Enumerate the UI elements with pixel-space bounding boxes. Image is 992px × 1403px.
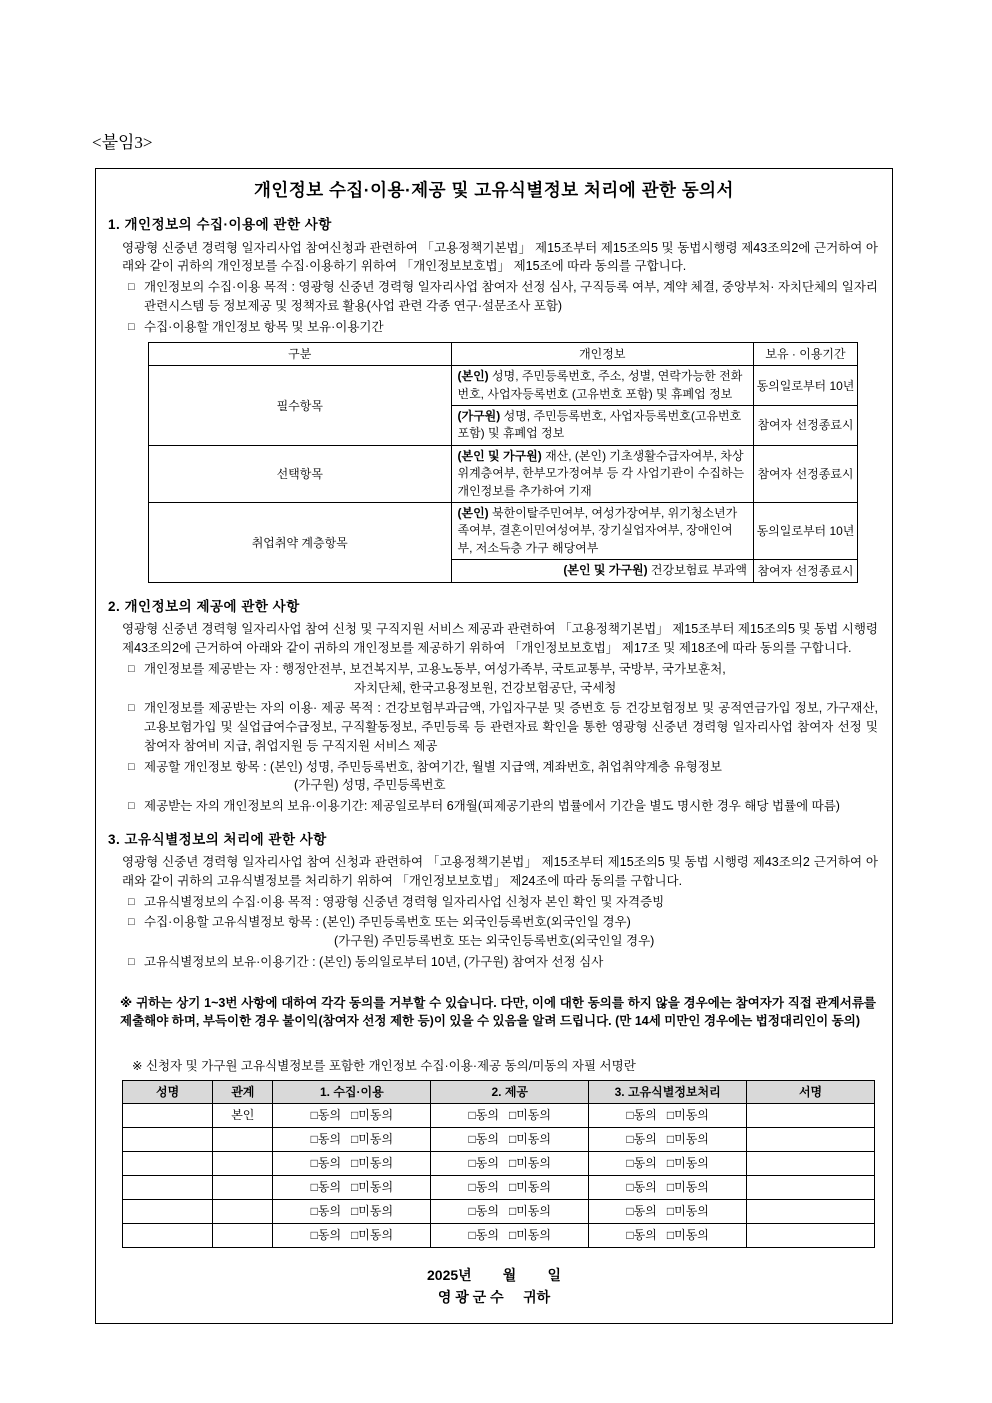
unique-id-consent-cell [589,1175,747,1199]
attachment-label: <붙임3> [92,133,153,152]
consent-form [95,168,893,1324]
bullet-text: 수집·이용할 고유식별정보 항목 : (본인) 주민등록번호 또는 외국인등록번호(외국인일 경우) [144,915,631,930]
agree-checkbox[interactable]: □동의 [626,1108,657,1123]
relation-cell [213,1151,273,1175]
name-input-cell[interactable] [123,1175,213,1199]
collect-use-consent-cell [273,1175,431,1199]
provision-consent-cell [431,1127,589,1151]
collect-use-consent-cell [273,1151,431,1175]
retention-cell: 동의일로부터 10년 [754,366,858,406]
subject-prefix: (본인 및 가구원) [563,563,648,578]
agree-checkbox[interactable]: □동의 [310,1156,342,1171]
disagree-checkbox[interactable]: □미동의 [666,1204,709,1219]
collect-use-consent-cell [273,1199,431,1223]
signature-input-cell[interactable] [747,1151,875,1175]
refusal-notice [106,986,882,1032]
section1-bullet-purpose [106,278,882,316]
collect-use-consent-cell [273,1103,431,1127]
section2-bullet-retention [106,797,882,816]
collect-use-consent-cell [273,1127,431,1151]
section3-bullet-retention [106,953,882,972]
table-header-row [149,343,858,366]
agree-checkbox[interactable]: □동의 [310,1132,342,1147]
signature-input-cell[interactable] [747,1175,875,1199]
disagree-checkbox[interactable]: □미동의 [508,1156,551,1171]
agree-checkbox[interactable]: □동의 [626,1132,657,1147]
retention-cell: 동의일로부터 10년 [754,502,858,559]
name-input-cell[interactable] [123,1199,213,1223]
agree-checkbox[interactable]: □동의 [626,1156,657,1171]
agree-checkbox[interactable]: □동의 [626,1228,657,1243]
document-title: 개인정보 수집·이용·제공 및 고유식별정보 처리에 관한 동의서 [254,180,734,200]
disagree-checkbox[interactable]: □미동의 [508,1204,551,1219]
square-bullet-icon: □ [128,955,135,968]
provision-consent-cell [431,1103,589,1127]
category-cell: 선택항목 [149,445,452,502]
info-text: 북한이탈주민여부, 여성가장여부, 위기청소년가족여부, 결혼이민여성여부, 장기실업자여부, 장애인여부, 저소득층 가구 해당여부 [457,505,738,555]
bullet-text: 고유식별정보의 수집·이용 목적 : 영광형 신중년 경력형 일자리사업 신청자 본인 확인 및 자격증빙 [144,894,665,909]
collect-use-consent-cell [273,1223,431,1247]
signature-input-cell[interactable] [747,1103,875,1127]
name-input-cell[interactable] [123,1223,213,1247]
unique-id-consent-cell [589,1223,747,1247]
bullet-text: 개인정보의 수집·이용 목적 : 영광형 신중년 경력형 일자리사업 참여자 선정 심사, 구직등록 여부, 계약 체결, 중앙부처· 자치단체의 일자리관련시스템 등 정보제공 및 정책자료 활용(사업 관련 각종 연구·설문조사 포함) [144,280,878,313]
provision-consent-cell [431,1223,589,1247]
retention-cell: 참여자 선정종료시 [754,560,858,583]
col-header-personal-info: 개인정보 [451,343,754,366]
square-bullet-icon: □ [128,760,135,773]
info-cell [451,502,754,559]
subject-prefix: (가구원) [457,409,501,424]
unique-id-consent-cell [589,1127,747,1151]
agree-checkbox[interactable]: □동의 [310,1204,342,1219]
unique-id-consent-cell [589,1103,747,1127]
agree-checkbox[interactable]: □동의 [468,1156,499,1171]
section-collection-use [106,215,882,583]
agree-checkbox[interactable]: □동의 [468,1180,499,1195]
disagree-checkbox[interactable]: □미동의 [666,1228,709,1243]
bullet-text-continuation: (가구원) 주민등록번호 또는 외국인등록번호(외국인일 경우) [334,934,655,949]
col-header-unique-id: 3. 고유식별정보처리 [589,1080,747,1103]
agree-checkbox[interactable]: □동의 [310,1180,342,1195]
bullet-text-continuation: (가구원) 성명, 주민등록번호 [294,778,446,793]
consent-signature-table [122,1080,875,1248]
signature-input-cell[interactable] [747,1127,875,1151]
section1-intro: 영광형 신중년 경력형 일자리사업 참여신청과 관련하여 「고용정책기본법」 제15조부터 제15조의5 및 동법시행령 제43조의2에 근거하여 아래와 같이 귀하의 개인정보를 수집·이용하기 위하여 「개인정보보호법」 제15조에 따라 동의를 구합니다. [122,240,878,274]
name-input-cell[interactable] [123,1151,213,1175]
agree-checkbox[interactable]: □동의 [468,1228,499,1243]
info-cell [451,406,754,446]
info-items-table [148,342,858,583]
category-cell: 필수항목 [149,366,452,446]
col-header-category: 구분 [149,343,452,366]
table-row [149,502,858,559]
disagree-checkbox[interactable]: □미동의 [666,1132,709,1147]
subject-prefix: (본인 및 가구원) [457,448,542,463]
relation-cell [213,1199,273,1223]
table-row [149,445,858,502]
info-cell [451,366,754,406]
agree-checkbox[interactable]: □동의 [310,1228,342,1243]
date-line: 2025년 월 일 [427,1266,561,1283]
signature-row [123,1223,875,1247]
square-bullet-icon: □ [128,320,135,333]
signature-header-row [123,1080,875,1103]
disagree-checkbox[interactable]: □미동의 [666,1108,709,1123]
square-bullet-icon: □ [128,281,135,293]
square-bullet-icon: □ [128,800,135,813]
section2-heading: 2. 개인정보의 제공에 관한 사항 [108,599,300,615]
signature-input-cell[interactable] [747,1199,875,1223]
section-unique-id [106,830,882,972]
table-row [149,366,858,406]
agree-checkbox[interactable]: □동의 [468,1132,499,1147]
bullet-text: 제공할 개인정보 항목 : (본인) 성명, 주민등록번호, 참여기간, 월별 지급액, 계좌번호, 취업취약계층 유형정보 [144,759,722,774]
disagree-checkbox[interactable]: □미동의 [351,1108,394,1123]
col-header-collect-use: 1. 수집·이용 [273,1080,431,1103]
section2-bullet-recipients [106,660,882,698]
bullet-text: 수집·이용할 개인정보 항목 및 보유·이용기간 [144,319,384,334]
info-cell [451,560,754,583]
section3-heading: 3. 고유식별정보의 처리에 관한 사항 [108,831,327,847]
reference-mark-icon: ※ [120,995,133,1010]
disagree-checkbox[interactable]: □미동의 [351,1228,394,1243]
info-cell [451,445,754,502]
section3-bullet-purpose [106,893,882,912]
square-bullet-icon: □ [128,916,135,929]
disagree-checkbox[interactable]: □미동의 [508,1132,551,1147]
section2-intro: 영광형 신중년 경력형 일자리사업 참여 신청 및 구직지원 서비스 제공과 관련하여 「고용정책기본법」 제15조부터 제15조의5 및 동법 시행령 제43조의2에 근거하여 아래와 같이 귀하의 개인정보를 제공하기 위하여 「개인정보보호법」 제17조 및 제18조에 따라 동의를 구합니다. [122,622,878,656]
subject-prefix: (본인) [457,369,489,384]
signature-row [123,1175,875,1199]
name-input-cell[interactable] [123,1103,213,1127]
section3-intro: 영광형 신중년 경력형 일자리사업 참여 신청과 관련하여 「고용정책기본법」 제15조부터 제15조의5 및 동법 시행령 제43조의2 근거하여 아래와 같이 귀하의 고유식별정보를 처리하기 위하여 「개인정보보호법」 제24조에 따라 동의를 구합니다. [122,855,878,888]
disagree-checkbox[interactable]: □미동의 [508,1108,551,1123]
agree-checkbox[interactable]: □동의 [310,1108,342,1123]
name-input-cell[interactable] [123,1127,213,1151]
section3-bullet-items [106,913,882,951]
col-header-relation: 관계 [213,1080,273,1103]
relation-cell [213,1127,273,1151]
section2-bullet-purpose [106,699,882,755]
agree-checkbox[interactable]: □동의 [468,1204,499,1219]
col-header-retention: 보유 · 이용기간 [754,343,858,366]
disagree-checkbox[interactable]: □미동의 [351,1180,394,1195]
relation-cell: 본인 [213,1103,273,1127]
bullet-text-continuation: 자치단체, 한국고용정보원, 건강보험공단, 국세청 [354,680,617,695]
disagree-checkbox[interactable]: □미동의 [666,1180,709,1195]
agree-checkbox[interactable]: □동의 [626,1180,657,1195]
subject-prefix: (본인) [457,505,489,520]
bullet-text: 제공받는 자의 개인정보의 보유·이용기간: 제공일로부터 6개월(피제공기관의 법률에서 기간을 별도 명시한 경우 해당 법률에 따름) [144,799,840,814]
col-header-provision: 2. 제공 [431,1080,589,1103]
bullet-text: 개인정보를 제공받는 자의 이용· 제공 목적 : 건강보험부과금액, 가입자구분 및 증번호 등 건강보험정보 및 공적연금가입 정보, 가구재산, 고용보험가입 및 실업급여수급정보, 구직활동정보, 주민등록 등 관련자료 확인을 통한 영광형 신중년 경력형 일자리사업 참여자 선정 및 참여자 참여비 지급, 취업지원 등 구직지원 서비스 제공 [144,701,878,753]
provision-consent-cell [431,1151,589,1175]
signature-row [123,1127,875,1151]
col-header-signature: 서명 [747,1080,875,1103]
square-bullet-icon: □ [128,702,135,715]
square-bullet-icon: □ [128,662,135,675]
square-bullet-icon: □ [128,895,135,908]
disagree-checkbox[interactable]: □미동의 [666,1156,709,1171]
disagree-checkbox[interactable]: □미동의 [508,1228,551,1243]
bullet-text: 고유식별정보의 보유·이용기간 : (본인) 동의일로부터 10년, (가구원) 참여자 선정 심사 [144,954,604,969]
section-provision [106,597,882,816]
col-header-name: 성명 [123,1080,213,1103]
agree-checkbox[interactable]: □동의 [468,1108,499,1123]
signature-row [123,1103,875,1127]
category-cell: 취업취약 계층항목 [149,502,452,582]
bullet-text: 개인정보를 제공받는 자 : 행정안전부, 보건복지부, 고용노동부, 여성가족부, 국토교통부, 국방부, 국가보훈처, [144,661,726,676]
section2-bullet-items [106,758,882,796]
info-text: 성명, 주민등록번호, 사업자등록번호(고유번호 포함) 및 휴폐업 정보 [457,409,742,441]
unique-id-consent-cell [589,1199,747,1223]
signature-input-cell[interactable] [747,1223,875,1247]
signature-section-label: ※ 신청자 및 가구원 고유식별정보를 포함한 개인정보 수집·이용·제공 동의/미동의 자필 서명란 [132,1059,636,1074]
retention-cell: 참여자 선정종료시 [754,406,858,446]
disagree-checkbox[interactable]: □미동의 [351,1156,394,1171]
agree-checkbox[interactable]: □동의 [626,1204,657,1219]
retention-cell: 참여자 선정종료시 [754,445,858,502]
relation-cell [213,1223,273,1247]
relation-cell [213,1175,273,1199]
provision-consent-cell [431,1175,589,1199]
signature-row [123,1151,875,1175]
disagree-checkbox[interactable]: □미동의 [508,1180,551,1195]
provision-consent-cell [431,1199,589,1223]
refusal-notice-text: 귀하는 상기 1~3번 사항에 대하여 각각 동의를 거부할 수 있습니다. 다만, 이에 대한 동의를 하지 않을 경우에는 참여자가 직접 관계서류를 제출해야 하며, 부득이한 경우 불이익(참여자 선정 제한 등)이 있을 수 있음을 알려 드립니다. (만 14세 미만인 경우에는 법정대리인이 동의) [120,995,876,1029]
disagree-checkbox[interactable]: □미동의 [351,1204,394,1219]
signature-row [123,1199,875,1223]
unique-id-consent-cell [589,1151,747,1175]
form-footer [106,1264,882,1309]
addressee-line: 영 광 군 수 귀하 [437,1289,551,1306]
section1-heading: 1. 개인정보의 수집·이용에 관한 사항 [108,217,332,233]
info-text: 건강보험료 부과액 [650,563,747,578]
info-text: 재산, (본인) 기초생활수급자여부, 차상위계층여부, 한부모가정여부 등 각 사업기관이 수집하는 개인정보를 추가하여 기재 [457,448,745,498]
info-text: 성명, 주민등록번호, 주소, 성별, 연락가능한 전화번호, 사업자등록번호 (고유번호 포함) 및 휴폐업 정보 [457,369,743,401]
section1-bullet-items [106,318,882,337]
disagree-checkbox[interactable]: □미동의 [351,1132,394,1147]
